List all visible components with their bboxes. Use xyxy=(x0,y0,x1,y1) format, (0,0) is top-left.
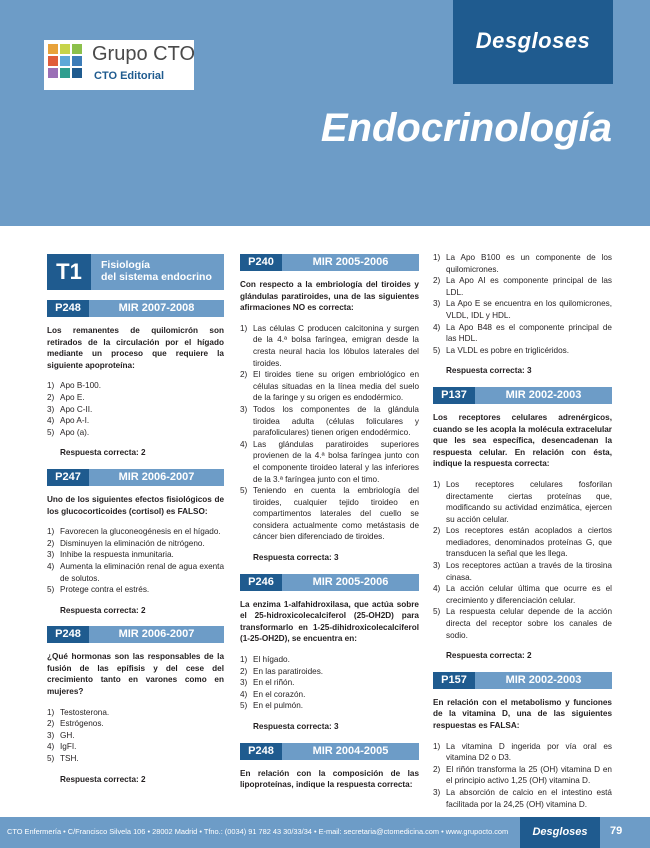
question-block xyxy=(433,387,612,662)
question-block xyxy=(240,743,419,791)
question-code: P247 xyxy=(47,469,89,486)
question-header xyxy=(47,469,224,486)
option: 3) Los receptores actúan a través de la tirosina cinasa. xyxy=(433,561,612,582)
options-list xyxy=(433,741,612,811)
question-source: MIR 2005-2006 xyxy=(282,574,419,591)
options-list xyxy=(47,380,224,438)
question-header xyxy=(47,626,224,643)
question-header xyxy=(47,300,224,317)
section-tab: Desgloses xyxy=(453,0,613,84)
option: 4) Apo A-I. xyxy=(47,416,90,426)
question-source: MIR 2004-2005 xyxy=(282,743,419,760)
correct-answer: Respuesta correcta: 3 xyxy=(253,553,339,563)
option: 4) Las glándulas paratiroides superiores provienen de la 4.ª bolsa faríngea junto con el componente tiroideo lateral y las inferiores de la 3.ª faríngea junto con el timo. xyxy=(240,439,419,484)
question-stem: Uno de los siguientes efectos fisiológicos de los glucocorticoides (cortisol) es FALSO: xyxy=(47,494,224,516)
option: 1) La Apo B100 es un componente de los quilomicrones. xyxy=(433,253,612,274)
options-list xyxy=(47,707,224,765)
question-stem: Con respecto a la embriología del tiroides y glándulas paratiroides, una de las siguientes afirmaciones NO es correcta: xyxy=(240,280,419,313)
option: 2) En las paratiroides. xyxy=(240,666,324,676)
option: 2) El riñón transforma la 25 (OH) vitamina D en el principio activo 1,25 (OH) vitamina D. xyxy=(433,764,612,786)
question-source: MIR 2005-2006 xyxy=(282,254,419,271)
correct-answer: Respuesta correcta: 2 xyxy=(60,448,146,458)
option: 4) La Apo B48 es el componente principal de las HDL. xyxy=(433,322,612,344)
logo-icon xyxy=(48,44,86,84)
column-3 xyxy=(433,252,612,819)
option: 3) En el riñón. xyxy=(240,678,295,688)
question-block xyxy=(47,626,224,785)
option: 3) La Apo E se encuentra en los quilomicrones, VLDL, IDL y HDL. xyxy=(433,299,612,320)
question-block xyxy=(240,574,419,733)
question-code: P248 xyxy=(47,626,89,643)
question-code: P157 xyxy=(433,672,475,689)
question-header xyxy=(240,574,419,591)
page-number: 79 xyxy=(610,825,623,837)
option: 5) Apo (a). xyxy=(47,427,90,437)
question-stem: Los receptores celulares adrenérgicos, cuando se les acopla la molécula extracelular que les sea específica, desencadenan la respuesta celular. En relación con ésta, indique la respuesta correcta: xyxy=(433,412,612,469)
correct-answer: Respuesta correcta: 3 xyxy=(446,366,532,376)
option: 1) Los receptores celulares fosforilan directamente ciertas proteínas que, modificando su actividad enzimática, ejercen su acción celular. xyxy=(433,479,612,524)
option: 3) La absorción de calcio en el intestino está facilitada por la 24,25 (OH) vitamina D. xyxy=(433,787,612,809)
option: 5) La VLDL es pobre en triglicéridos. xyxy=(433,345,570,355)
option: 2) Los receptores están acoplados a ciertos mediadores, denominados proteínas G, que transducen la señal que les llega. xyxy=(433,526,612,559)
question-source: MIR 2006-2007 xyxy=(89,626,224,643)
option: 1) Las células C producen calcitonina y surgen de la 4.ª bolsa faríngea, emigran desde la cresta neural hacia los lóbulos laterales del tiroides. xyxy=(240,323,419,368)
option: 3) Inhibe la respuesta inmunitaria. xyxy=(47,550,174,560)
option: 5) En el pulmón. xyxy=(240,701,304,711)
option: 2) Disminuyen la eliminación de nitrógeno. xyxy=(47,538,205,548)
option: 1) Favorecen la gluconeogénesis en el hígado. xyxy=(47,527,221,537)
question-source: MIR 2002-2003 xyxy=(475,672,612,689)
topic-header xyxy=(47,254,224,290)
column-2 xyxy=(240,254,419,800)
option: 5) TSH. xyxy=(47,754,79,764)
option: 3) Apo C-II. xyxy=(47,404,93,414)
option: 1) Apo B-100. xyxy=(47,381,101,391)
question-header xyxy=(433,387,612,404)
question-stem: ¿Qué hormonas son las responsables de la fusión de las epífisis y del cese del crecimiento tanto en varones como en mujeres? xyxy=(47,652,224,697)
option: 2) El tiroides tiene su origen embriológico en células situadas en la línea media del suelo de la faringe y su origen es endodérmico. xyxy=(240,370,419,403)
question-header xyxy=(240,254,419,271)
question-code: P246 xyxy=(240,574,282,591)
options-list xyxy=(47,526,224,596)
question-source: MIR 2007-2008 xyxy=(89,300,224,317)
option: 5) La respuesta celular depende de la acción directa del receptor sobre los canales de sodio. xyxy=(433,607,612,640)
option: 4) La acción celular última que ocurre es el crecimiento y diferenciación celular. xyxy=(433,584,612,605)
option: 1) Testosterona. xyxy=(47,707,110,717)
options-list xyxy=(240,323,419,543)
logo-title: Grupo CTO xyxy=(92,43,195,65)
question-block xyxy=(433,672,612,810)
question-header xyxy=(433,672,612,689)
option: 2) Apo E. xyxy=(47,392,85,402)
topic-code: T1 xyxy=(47,254,91,290)
option: 4) En el corazón. xyxy=(240,689,306,699)
question-block xyxy=(47,300,224,459)
topic-name-line1: Fisiología xyxy=(101,259,151,271)
option: 4) Aumenta la eliminación renal de agua exenta de solutos. xyxy=(47,561,224,583)
question-code: P248 xyxy=(240,743,282,760)
footer-contact: CTO Enfermería • C/Francisco Silvela 106 • 28002 Madrid • Tfno.: (0034) 91 782 43 30/33/34 • E-mail: secretaria@ctomedicina.com • www.grupocto.com xyxy=(7,827,509,836)
question-code: P248 xyxy=(47,300,89,317)
question-stem: Los remanentes de quilomicrón son retirados de la circulación por el hígado mediante un proceso que requiere la siguiente apoproteína: xyxy=(47,326,224,370)
options-list xyxy=(433,252,612,356)
option: 2) La Apo AI es componente principal de las LDL. xyxy=(433,276,612,297)
option: 2) Estrógenos. xyxy=(47,719,104,729)
option: 4) IgFI. xyxy=(47,742,77,752)
logo-subtitle: CTO Editorial xyxy=(94,70,165,82)
question-header xyxy=(240,743,419,760)
option: 1) El hígado. xyxy=(240,655,290,665)
option: 5) Protege contra el estrés. xyxy=(47,585,150,595)
correct-answer: Respuesta correcta: 3 xyxy=(253,722,339,731)
page-title: Endocrinología xyxy=(320,106,612,150)
footer-section-tab: Desgloses xyxy=(520,817,600,848)
column-1 xyxy=(47,254,224,795)
correct-answer: Respuesta correcta: 2 xyxy=(60,605,146,615)
option: 3) GH. xyxy=(47,730,75,740)
topic-name-line2: del sistema endocrino xyxy=(101,271,212,283)
question-source: MIR 2002-2003 xyxy=(475,387,612,404)
question-block xyxy=(240,254,419,564)
question-stem: En relación con la composición de las lipoproteínas, indique la respuesta correcta: xyxy=(240,768,419,790)
option: 3) Todos los componentes de la glándula tiroidea adulta (células foliculares y parafoliculares) tienen origen endodérmico. xyxy=(240,404,419,438)
question-stem: En relación con el metabolismo y funciones de la vitamina D, una de las siguientes respuestas es FALSA: xyxy=(433,697,612,730)
correct-answer: Respuesta correcta: 2 xyxy=(60,774,146,784)
options-list xyxy=(433,479,612,641)
question-code: P240 xyxy=(240,254,282,271)
question-block xyxy=(47,469,224,616)
correct-answer: Respuesta correcta: 2 xyxy=(446,651,532,661)
option: 5) Teniendo en cuenta la embriología del tiroides, cualquier tejido tiroideo en compartimentos laterales del cuello se considera actualmente como metástasis de cáncer bien diferenciado de tiroides. xyxy=(240,486,419,542)
question-source: MIR 2006-2007 xyxy=(89,469,224,486)
topic-name xyxy=(91,254,212,290)
question-code: P137 xyxy=(433,387,475,404)
question-stem: La enzima 1-alfahidroxilasa, que actúa sobre el 25-hidroxicolecalciferol (25-OH2D) para transformarlo en 1-25-dihidroxicolecalciferol (1-25-OH2D), se encuentra en: xyxy=(240,599,419,644)
options-list xyxy=(240,654,419,712)
option: 1) La vitamina D ingerida por vía oral es vitamina D2 o D3. xyxy=(433,741,612,763)
